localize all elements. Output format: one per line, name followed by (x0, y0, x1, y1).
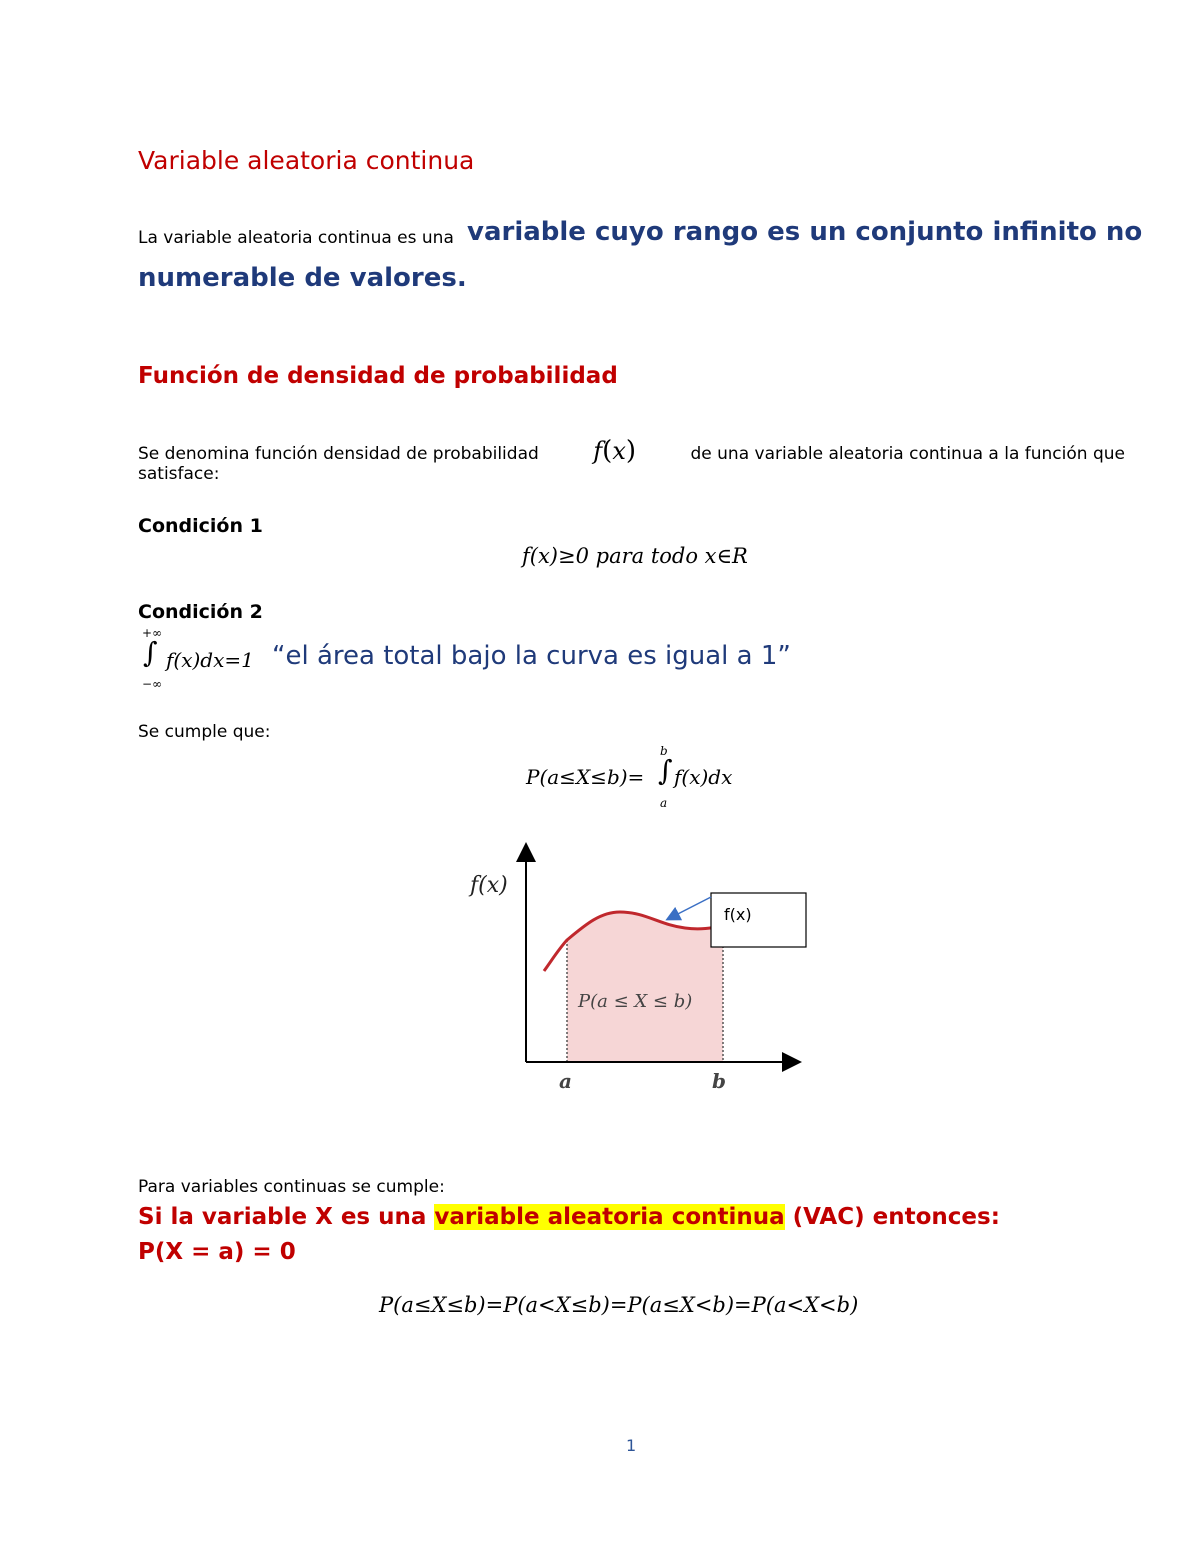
page-number: 1 (626, 1436, 637, 1455)
probability-equality: P(a≤X≤b)=P(a<X≤b)=P(a≤X<b)=P(a<X<b) (379, 1293, 859, 1317)
integral-sign: ∫ (143, 636, 158, 669)
intro-text: La variable aleatoria continua es una (138, 228, 454, 248)
page-title: Variable aleatoria continua (138, 146, 475, 175)
integral-lower-limit: −∞ (142, 677, 163, 691)
se-cumple-label: Se cumple que: (138, 722, 271, 742)
probability-integrand: f(x)dx (674, 765, 733, 789)
probability-lhs: P(a≤X≤b)= (526, 765, 645, 789)
statement-highlight: variable aleatoria continua (434, 1204, 785, 1230)
callout-label: f(x) (724, 905, 752, 924)
section2-paragraph-line1 (138, 436, 1125, 466)
density-figure (460, 840, 820, 1100)
area-label: P(a ≤ X ≤ b) (578, 991, 693, 1012)
condition-1-formula: f(x)≥0 para todo x∈R (522, 544, 748, 568)
condition-1-label: Condición 1 (138, 515, 263, 537)
integral-upper-limit: +∞ (142, 626, 163, 640)
statement-suffix: (VAC) entonces: (792, 1204, 1000, 1230)
section-heading-pdf: Función de densidad de probabilidad (138, 363, 618, 389)
y-axis-label: f(x) (470, 873, 508, 898)
para-fx: f(x) (593, 436, 637, 466)
probability-area (567, 912, 723, 1062)
para-before: Se denomina función densidad de probabilidad (138, 444, 539, 464)
integral-b-limit: b (660, 744, 668, 758)
vac-statement-line2: P(X = a) = 0 (138, 1239, 296, 1265)
condition-2-label: Condición 2 (138, 601, 263, 623)
integral-integrand: f(x)dx=1 (166, 648, 254, 672)
vac-statement-line1 (138, 1204, 1000, 1230)
integral-a-limit: a (660, 796, 668, 810)
section2-paragraph-line2: satisface: (138, 464, 220, 484)
intro-emphasis-line2: numerable de valores. (138, 263, 467, 293)
b-tick-label: b (712, 1069, 726, 1093)
a-tick-label: a (559, 1069, 572, 1093)
para-after: de una variable aleatoria continua a la función que (690, 444, 1125, 464)
intro-emphasis-line1: variable cuyo rango es un conjunto infinito no (467, 217, 1143, 247)
callout-arrow (668, 897, 711, 919)
para-continuas: Para variables continuas se cumple: (138, 1177, 445, 1197)
integral-sign-2: ∫ (658, 754, 673, 787)
area-quote: “el área total bajo la curva es igual a 1” (272, 641, 791, 671)
statement-prefix: Si la variable X es una (138, 1204, 427, 1230)
